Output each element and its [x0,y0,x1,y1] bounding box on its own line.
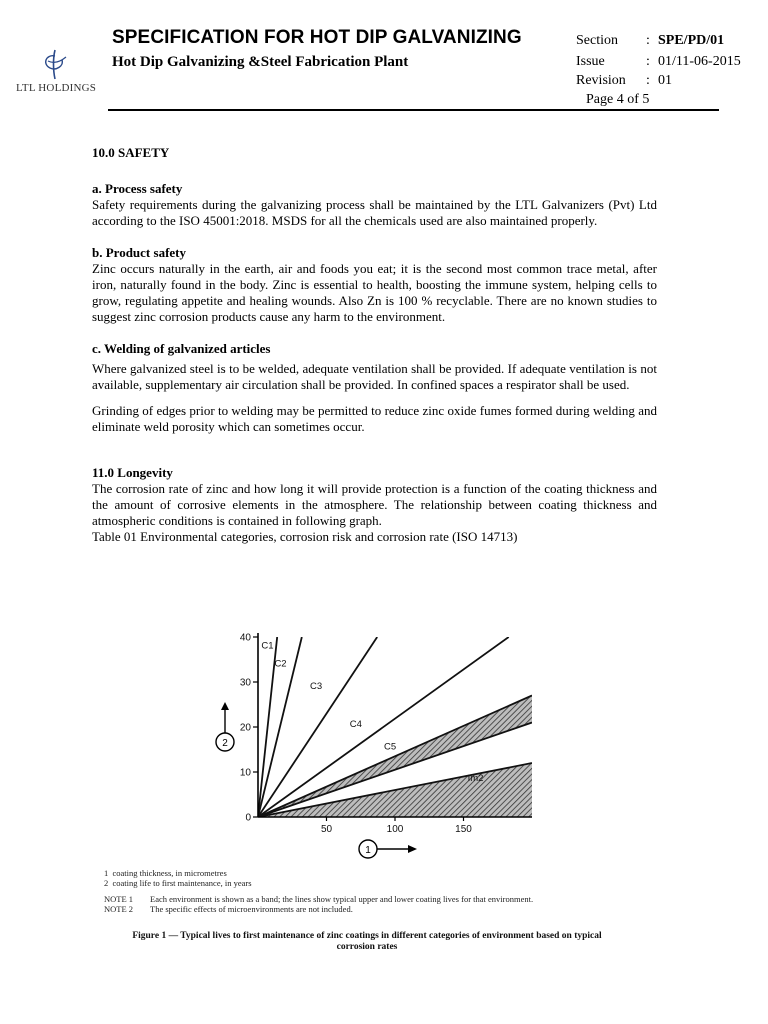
paragraph-welding-1: Where galvanized steel is to be welded, adequate ventilation shall be provided. If adequate ventilation is not available, supplementary air circulation shall be provided. In confined spaces a respirator shall be used. [92,361,657,392]
document-title: SPECIFICATION FOR HOT DIP GALVANIZING [112,27,522,48]
key-2-number: 2 [104,878,109,888]
page-number: Page 4 of 5 [586,92,650,107]
logo-emblem-icon [38,48,72,80]
logo-text: LTL HOLDINGS [16,82,97,94]
subheading-process-safety: a. Process safety [92,181,183,196]
meta-issue [576,54,741,70]
y-tick-label: 30 [239,677,251,689]
key-1-text: coating thickness, in micrometres [112,868,227,878]
meta-section-label: Section [576,33,618,48]
coating-life-chart [92,608,642,868]
meta-section-value: SPE/PD/01 [658,33,725,48]
figure-caption-line-1: Figure 1 — Typical lives to first maintenance of zinc coatings in different categories of environment based on typical [132,931,602,941]
section-heading-longevity: 11.0 Longevity [92,465,173,480]
x-axis-arrow-head-icon [408,845,417,853]
figure-key-2 [104,878,533,888]
y-tick-label: 20 [239,722,251,734]
note-1-text: Each environment is shown as a band; the lines show typical upper and lower coating lives for that environment. [150,894,534,904]
table-caption: Table 01 Environmental categories, corrosion risk and corrosion rate (ISO 14713) [92,529,518,544]
x-axis-marker-number: 1 [365,845,371,856]
paragraph-product-safety: Zinc occurs naturally in the earth, air and foods you eat; it is the second most common trace metal, after iron, naturally found in the body. Zinc is essential to health, boosting the immune system, helping cells to grow, regulating appetite and healing wounds. Also Zn is 100 % recyclable. There are no known studies to suggest zinc corrosion products cause any harm to the environment. [92,261,657,324]
note-2-label: NOTE 2 [104,904,134,914]
x-tick-label: 150 [455,824,472,835]
y-tick-label: 40 [239,632,251,644]
paragraph-welding-2: Grinding of edges prior to welding may be permitted to reduce zinc oxide fumes formed during welding and eliminate weld porosity which can sometimes occur. [92,403,657,434]
region-label-c5: C5 [384,741,397,753]
region-label-c3: C3 [310,680,323,692]
meta-revision [576,73,672,89]
region-label-c4: C4 [349,719,362,730]
coating-life-figure [92,608,642,960]
meta-colon: : [646,73,650,88]
y-axis-marker-number: 2 [222,738,228,749]
document-subtitle: Hot Dip Galvanizing &Steel Fabrication Plant [112,54,409,70]
figure-note-2 [104,904,533,914]
meta-section [576,33,724,49]
paragraph-longevity: The corrosion rate of zinc and how long it will provide protection is a function of the coating thickness and the amount of corrosive elements in the atmosphere. The relationship between coating thickness and atmospheric conditions is contained in following graph. [92,481,657,528]
figure-note-1 [104,894,533,904]
ltl-holdings-logo [14,44,118,100]
meta-issue-value: 01/11-06-2015 [658,54,741,69]
document-body [92,145,657,545]
region-label-im2: Im2 [467,773,484,784]
note-1-label: NOTE 1 [104,894,134,904]
y-tick-label: 0 [245,812,251,824]
meta-revision-value: 01 [658,73,672,88]
x-tick-label: 50 [320,824,333,835]
x-tick-label: 100 [386,824,404,835]
figure-caption [92,931,642,953]
key-1-number: 1 [104,868,109,878]
figure-caption-line-2: corrosion rates [336,942,398,952]
meta-revision-label: Revision [576,73,626,88]
subheading-welding: c. Welding of galvanized articles [92,341,271,356]
meta-colon: : [646,33,650,48]
figure-key-1 [104,868,533,878]
subheading-product-safety: b. Product safety [92,245,187,260]
region-label-c1: C1 [261,640,274,652]
section-heading-safety: 10.0 SAFETY [92,145,170,160]
meta-issue-label: Issue [576,54,605,69]
header-divider [108,109,719,111]
y-tick-label: 10 [239,767,251,779]
key-2-text: coating life to first maintenance, in years [112,878,252,888]
y-axis-arrow-head-icon [221,702,229,710]
region-label-c2: C2 [274,658,287,670]
figure-notes [104,868,533,914]
note-2-text: The specific effects of microenvironments are not included. [150,904,353,914]
meta-colon: : [646,54,650,69]
paragraph-process-safety: Safety requirements during the galvanizing process shall be maintained by the LTL Galvanizers (Pvt) Ltd according to the ISO 45001:2018. MSDS for all the chemicals used are also maintained properly. [92,197,657,228]
